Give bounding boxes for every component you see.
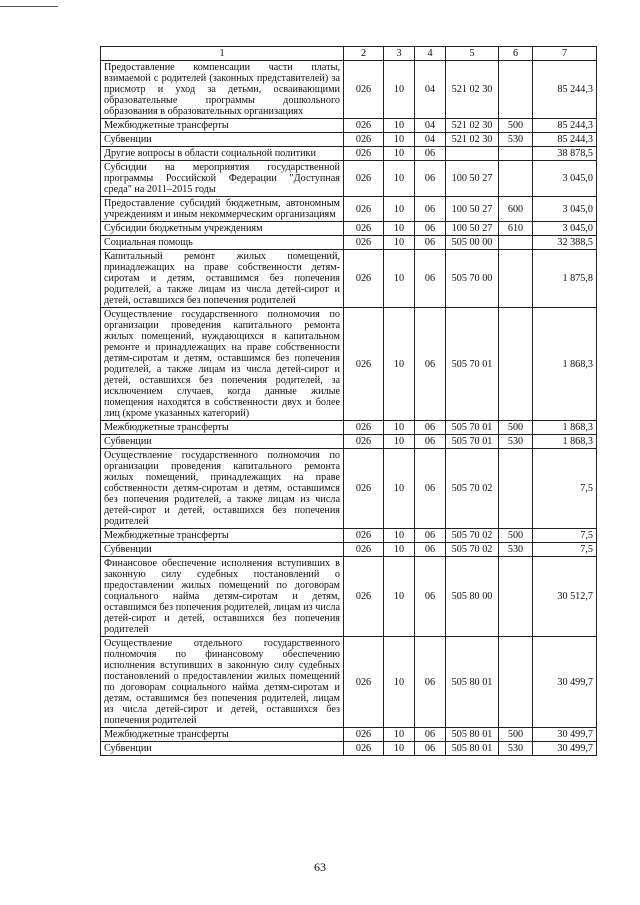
row-ved: 026 — [344, 250, 384, 308]
row-vr — [499, 236, 533, 250]
row-sum: 3 045,0 — [533, 197, 597, 222]
row-csr: 505 80 01 — [446, 637, 499, 728]
row-rz: 10 — [384, 449, 415, 529]
row-ved: 026 — [344, 308, 384, 421]
row-pr: 06 — [415, 236, 446, 250]
row-rz: 10 — [384, 742, 415, 756]
table-row — [101, 133, 597, 147]
row-csr: 505 70 01 — [446, 421, 499, 435]
row-ved: 026 — [344, 449, 384, 529]
col-header-4: 4 — [415, 47, 446, 61]
table-row — [101, 61, 597, 119]
row-sum: 1 868,3 — [533, 308, 597, 421]
row-sum: 1 868,3 — [533, 421, 597, 435]
row-vr — [499, 250, 533, 308]
row-vr: 500 — [499, 421, 533, 435]
table-row — [101, 147, 597, 161]
row-ved: 026 — [344, 637, 384, 728]
row-vr: 530 — [499, 133, 533, 147]
row-pr: 06 — [415, 449, 446, 529]
row-vr — [499, 61, 533, 119]
row-rz: 10 — [384, 308, 415, 421]
row-name: Предоставление компенсации части платы, взимаемой с родителей (законных представителей) за присмотр и уход за детьми, осваивающими образовательные программы дошкольного образования в образовательных организациях — [101, 61, 344, 119]
row-name: Осуществление государственного полномочия по организации проведения капитального ремонта жилых помещений, принадлежащих на праве собственности детям-сиротам и детям, оставшимся без попечения родителей, а также лицам из числа детей-сирот и детей, оставшихся без попечения родителей — [101, 449, 344, 529]
row-name: Финансовое обеспечение исполнения вступивших в законную силу судебных постановлений о предоставлении жилых помещений по договорам социального найма детям-сиротам и детям, оставшимся без попечения родителей, лицам из числа детей-сирот и детей, оставшихся без попечения родителей — [101, 557, 344, 637]
col-header-2: 2 — [344, 47, 384, 61]
row-csr: 521 02 30 — [446, 61, 499, 119]
row-csr: 505 70 01 — [446, 435, 499, 449]
row-sum: 32 388,5 — [533, 236, 597, 250]
row-name: Социальная помощь — [101, 236, 344, 250]
row-rz: 10 — [384, 435, 415, 449]
row-pr: 06 — [415, 161, 446, 197]
table-row — [101, 543, 597, 557]
row-ved: 026 — [344, 119, 384, 133]
top-rule — [0, 6, 58, 7]
row-pr: 06 — [415, 637, 446, 728]
row-rz: 10 — [384, 222, 415, 236]
row-name: Субсидии бюджетным учреждениям — [101, 222, 344, 236]
row-csr: 505 70 01 — [446, 308, 499, 421]
row-ved: 026 — [344, 147, 384, 161]
row-pr: 06 — [415, 728, 446, 742]
row-rz: 10 — [384, 147, 415, 161]
row-sum: 38 878,5 — [533, 147, 597, 161]
row-sum: 3 045,0 — [533, 222, 597, 236]
row-name: Субвенции — [101, 742, 344, 756]
row-csr — [446, 147, 499, 161]
row-csr: 521 02 30 — [446, 133, 499, 147]
row-csr: 100 50 27 — [446, 197, 499, 222]
table-row — [101, 728, 597, 742]
row-vr: 530 — [499, 435, 533, 449]
table-row — [101, 742, 597, 756]
row-ved: 026 — [344, 161, 384, 197]
row-rz: 10 — [384, 421, 415, 435]
row-sum: 85 244,3 — [533, 119, 597, 133]
table-row — [101, 529, 597, 543]
row-rz: 10 — [384, 637, 415, 728]
row-pr: 06 — [415, 421, 446, 435]
table-row — [101, 197, 597, 222]
row-rz: 10 — [384, 529, 415, 543]
row-name: Осуществление отдельного государственного полномочия по финансовому обеспечению исполнения вступивших в законную силу судебных постановлений о предоставлении жилых помещений по договорам социального найма детям-сиротам и детям, оставшимся без попечения родителей, лицам из числа детей-сирот и детей, оставшихся без попечения родителей — [101, 637, 344, 728]
row-rz: 10 — [384, 133, 415, 147]
table-body — [101, 61, 597, 756]
row-pr: 06 — [415, 529, 446, 543]
row-ved: 026 — [344, 529, 384, 543]
row-pr: 06 — [415, 557, 446, 637]
row-vr — [499, 161, 533, 197]
row-sum: 3 045,0 — [533, 161, 597, 197]
row-csr: 505 70 02 — [446, 449, 499, 529]
row-csr: 521 02 30 — [446, 119, 499, 133]
row-vr: 530 — [499, 742, 533, 756]
row-sum: 7,5 — [533, 529, 597, 543]
row-sum: 85 244,3 — [533, 61, 597, 119]
row-csr: 505 00 00 — [446, 236, 499, 250]
row-pr: 04 — [415, 133, 446, 147]
row-name: Межбюджетные трансферты — [101, 421, 344, 435]
row-sum: 30 512,7 — [533, 557, 597, 637]
table-row — [101, 236, 597, 250]
table-row — [101, 308, 597, 421]
table-row — [101, 250, 597, 308]
row-sum: 30 499,7 — [533, 742, 597, 756]
row-pr: 06 — [415, 197, 446, 222]
row-ved: 026 — [344, 421, 384, 435]
row-sum: 30 499,7 — [533, 728, 597, 742]
row-sum: 7,5 — [533, 543, 597, 557]
row-ved: 026 — [344, 61, 384, 119]
row-name: Субсидии на мероприятия государственной программы Российской Федерации "Доступная среда" на 2011–2015 годы — [101, 161, 344, 197]
row-rz: 10 — [384, 543, 415, 557]
row-rz: 10 — [384, 197, 415, 222]
row-name: Предоставление субсидий бюджетным, автономным учреждениям и иным некоммерческим организациям — [101, 197, 344, 222]
table-row — [101, 119, 597, 133]
row-vr: 600 — [499, 197, 533, 222]
row-rz: 10 — [384, 728, 415, 742]
row-rz: 10 — [384, 161, 415, 197]
table-row — [101, 161, 597, 197]
row-vr — [499, 637, 533, 728]
budget-table — [100, 46, 597, 756]
row-pr: 06 — [415, 250, 446, 308]
row-name: Осуществление государственного полномочия по организации проведения капитального ремонта жилых помещений, нуждающихся в капитальном ремонте и принадлежащих на праве собственности детям-сиротам и детям, оставшимся без попечения родителей, а также лицам из числа детей-сирот и детей, оставшихся без попечения родителей, за исключением случаев, когда данные жилые помещения находятся в собственности двух и более лиц (кроме указанных категорий) — [101, 308, 344, 421]
row-pr: 06 — [415, 147, 446, 161]
row-sum: 85 244,3 — [533, 133, 597, 147]
row-vr — [499, 147, 533, 161]
col-header-3: 3 — [384, 47, 415, 61]
col-header-7: 7 — [533, 47, 597, 61]
row-csr: 505 70 02 — [446, 529, 499, 543]
table-row — [101, 222, 597, 236]
row-sum: 7,5 — [533, 449, 597, 529]
row-vr: 500 — [499, 119, 533, 133]
table-row — [101, 637, 597, 728]
table-row — [101, 435, 597, 449]
row-ved: 026 — [344, 197, 384, 222]
row-pr: 06 — [415, 222, 446, 236]
row-sum: 1 868,3 — [533, 435, 597, 449]
page-number: 63 — [314, 860, 326, 874]
row-pr: 04 — [415, 61, 446, 119]
row-vr: 500 — [499, 728, 533, 742]
row-rz: 10 — [384, 250, 415, 308]
row-ved: 026 — [344, 728, 384, 742]
row-ved: 026 — [344, 435, 384, 449]
row-csr: 100 50 27 — [446, 161, 499, 197]
row-name: Межбюджетные трансферты — [101, 529, 344, 543]
row-ved: 026 — [344, 236, 384, 250]
row-pr: 06 — [415, 742, 446, 756]
row-pr: 06 — [415, 543, 446, 557]
row-name: Другие вопросы в области социальной политики — [101, 147, 344, 161]
row-vr: 530 — [499, 543, 533, 557]
row-ved: 026 — [344, 557, 384, 637]
table-row — [101, 557, 597, 637]
row-vr: 610 — [499, 222, 533, 236]
row-rz: 10 — [384, 557, 415, 637]
row-rz: 10 — [384, 119, 415, 133]
row-name: Капитальный ремонт жилых помещений, принадлежащих на праве собственности детям-сиротам и детям, оставшимся без попечения родителей, а также лицам из числа детей-сирот и детей, оставшихся без попечения родителей — [101, 250, 344, 308]
row-csr: 505 70 00 — [446, 250, 499, 308]
col-header-1: 1 — [101, 47, 344, 61]
row-pr: 06 — [415, 308, 446, 421]
row-csr: 505 80 01 — [446, 728, 499, 742]
row-pr: 06 — [415, 435, 446, 449]
row-name: Субвенции — [101, 543, 344, 557]
row-ved: 026 — [344, 543, 384, 557]
row-name: Межбюджетные трансферты — [101, 119, 344, 133]
row-csr: 505 70 02 — [446, 543, 499, 557]
col-header-5: 5 — [446, 47, 499, 61]
row-rz: 10 — [384, 61, 415, 119]
header-row — [101, 47, 597, 61]
table-row — [101, 449, 597, 529]
row-csr: 100 50 27 — [446, 222, 499, 236]
row-sum: 1 875,8 — [533, 250, 597, 308]
row-name: Межбюджетные трансферты — [101, 728, 344, 742]
col-header-6: 6 — [499, 47, 533, 61]
table-row — [101, 421, 597, 435]
row-csr: 505 80 01 — [446, 742, 499, 756]
row-ved: 026 — [344, 742, 384, 756]
row-csr: 505 80 00 — [446, 557, 499, 637]
row-sum: 30 499,7 — [533, 637, 597, 728]
row-rz: 10 — [384, 236, 415, 250]
row-ved: 026 — [344, 222, 384, 236]
row-vr — [499, 449, 533, 529]
row-name: Субвенции — [101, 133, 344, 147]
row-name: Субвенции — [101, 435, 344, 449]
row-vr: 500 — [499, 529, 533, 543]
row-vr — [499, 557, 533, 637]
row-pr: 04 — [415, 119, 446, 133]
row-vr — [499, 308, 533, 421]
row-ved: 026 — [344, 133, 384, 147]
